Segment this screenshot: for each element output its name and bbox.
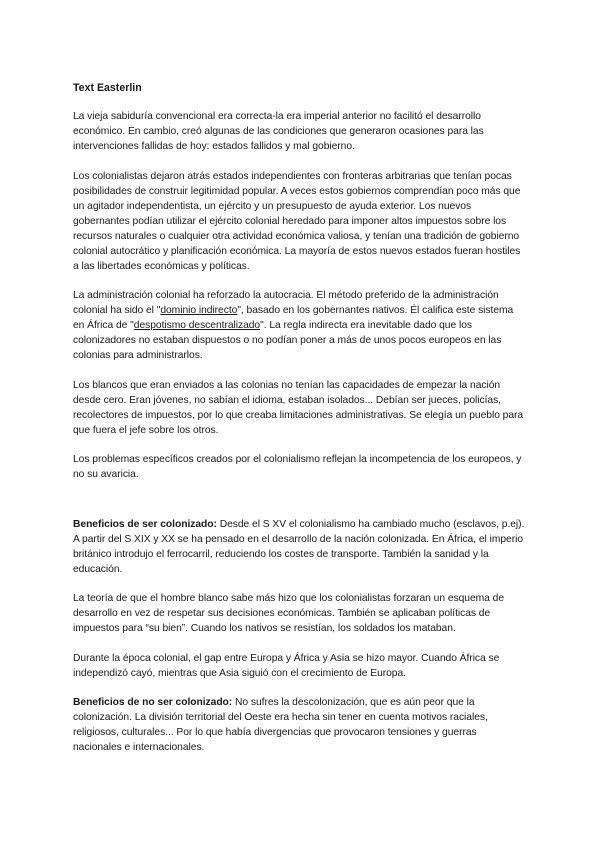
section-heading-beneficios-colonizado: Beneficios de ser colonizado: — [73, 518, 217, 530]
paragraph-6 — [73, 517, 527, 577]
paragraph-3-part-c: ". La regla indirecta era inevitable dado que los colonizadores no estaban dispuestos o no podían poner a más de unos pocos europeos en las colonias para administrarlos. — [73, 320, 502, 361]
paragraph-9-text: No sufres la descolonización, que es aún peor que la colonización. La división territorial del Oeste era hecha sin tener en cuenta motivos raciales, religiosos, culturales... Por lo que había divergencias que provocaron tensiones y guerras nacionales e internacionales. — [73, 697, 488, 753]
paragraph-7: La teoría de que el hombre blanco sabe más hizo que los colonialistas forzaran un esquema de desarrollo en vez de respetar sus decisiones económicas. También se aplicaban políticas de impuestos para “su bien”. Cuando los nativos se resistían, los soldados los mataban. — [73, 593, 505, 634]
paragraph-3 — [73, 288, 527, 363]
paragraph-3-part-a: La administración colonial ha reforzado la autocracia. El método preferido de la administración colonial ha sido el " — [73, 290, 499, 316]
link-despotismo-descentralizado[interactable]: despotismo descentralizado — [133, 320, 261, 331]
document-title: Text Easterlin — [73, 82, 142, 94]
paragraph-1: La vieja sabiduría convencional era correcta-la era imperial anterior no facilitó el desarrollo económico. En cambio, creó algunas de las condiciones que generaron ocasiones para las intervenciones fallidas de hoy: estados fallidos y mal gobierno. — [73, 111, 484, 152]
section-spacer — [73, 497, 527, 517]
paragraph-9 — [73, 695, 527, 755]
paragraph-6-text: Desde el S XV el colonialismo ha cambiado mucho (esclavos, p.ej). A partir del S XIX y XX se ha pensado en el desarrollo de la nación colonizada. En África, el imperio británico introdujo el ferrocarril, reduciendo los costes de transporte. También la sanidad y la educación. — [73, 518, 525, 575]
link-dominio-indirecto[interactable]: dominio indirecto — [160, 305, 238, 316]
paragraph-8: Durante la época colonial, el gap entre Europa y África y Asia se hizo mayor. Cuando África se independizó cayó, mientras que Asia siguió con el crecimiento de Europa. — [73, 652, 500, 679]
paragraph-5: Los problemas específicos creados por el colonialismo reflejan la incompetencia de los europeos, y no su avaricia. — [73, 454, 522, 480]
paragraph-3-part-b: ", basado en los gobernantes nativos. Él califica este sistema en África de " — [73, 305, 514, 331]
paragraph-4: Los blancos que eran enviados a las colonias no tenían las capacidades de empezar la nación desde cero. Eran jóvenes, no sabían el idioma, estaban isolados... Debían ser jueces, policías, recolectores de impuestos, por lo que creaba limitaciones administrativas. Se elegía un pueblo para que fuera el jefe sobre los otros. — [73, 379, 524, 436]
section-heading-beneficios-no-colonizado: Beneficios de no ser colonizado: — [73, 697, 233, 708]
paragraph-2: Los colonialistas dejaron atrás estados independientes con fronteras arbitrarias que tenían pocas posibilidades de construir legitimidad popular. A veces estos gobiernos comprendían poco más que un agitador independentista, un ejército y un presupuesto de ayuda exterior. Los nuevos gobernantes podían utilizar el ejército colonial heredado para imponer altos impuestos sobre los recursos naturales o cualquier otra actividad económica valiosa, y tenían una tradición de gobierno colonial autocrático y planificación económica. La mayoría de estos nuevos estados fueran hostiles a las libertades económicas y políticas. — [73, 170, 521, 272]
